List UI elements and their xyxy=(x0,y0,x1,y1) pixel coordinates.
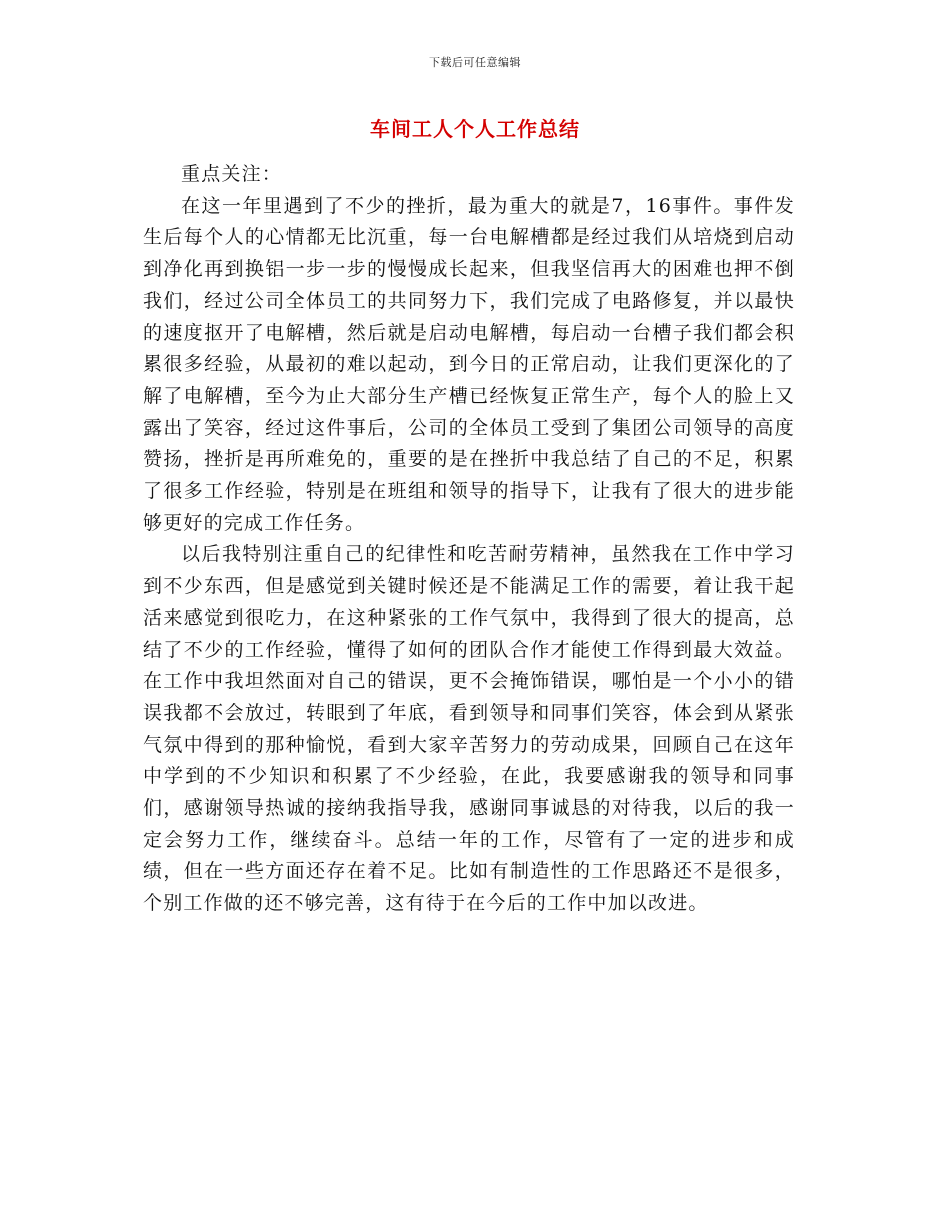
document-title: 车间工人个人工作总结 xyxy=(370,117,580,141)
paragraph-1: 在这一年里遇到了不少的挫折，最为重大的就是7，16事件。事件发生后每个人的心情都无比沉重，每一台电解槽都是经过我们从培烧到启动到净化再到换铝一步一步的慢慢成长起来，但我坚信再大的困难也押不倒我们，经过公司全体员工的共同努力下，我们完成了电路修复，并以最快的速度抠开了电解槽，然后就是启动电解槽，每启动一台槽子我们都会积累很多经验，从最初的难以起动，到今日的正常启动，让我们更深化的了解了电解槽，至今为止大部分生产槽已经恢复正常生产，每个人的脸上又露出了笑容，经过这件事后，公司的全体员工受到了集团公司领导的高度赞扬，挫折是再所难免的，重要的是在挫折中我总结了自己的不足，积累了很多工作经验，特别是在班组和领导的指导下，让我有了很大的进步能够更好的完成工作任务。 xyxy=(143,194,795,534)
header-note: 下载后可任意编辑 xyxy=(429,56,521,69)
section-label: 重点关注： xyxy=(181,163,283,185)
paragraph-2: 以后我特别注重自己的纪律性和吃苦耐劳精神，虽然我在工作中学习到不少东西，但是感觉到关键时候还是不能满足工作的需要，着让我干起活来感觉到很吃力，在这种紧张的工作气氛中，我得到了很大的提高，总结了不少的工作经验，懂得了如何的团队合作才能使工作得到最大效益。在工作中我坦然面对自己的错误，更不会掩饰错误，哪怕是一个小小的错误我都不会放过，转眼到了年底，看到领导和同事们笑容，体会到从紧张气氛中得到的那种愉悦，看到大家辛苦努力的劳动成果，回顾自己在这年中学到的不少知识和积累了不少经验，在此，我要感谢我的领导和同事们，感谢领导热诚的接纳我指导我，感谢同事诚恳的对待我，以后的我一定会努力工作，继续奋斗。总结一年的工作，尽管有了一定的进步和成绩，但在一些方面还存在着不足。比如有制造性的工作思路还不是很多，个别工作做的还不够完善，这有待于在今后的工作中加以改进。 xyxy=(143,543,795,915)
document-body xyxy=(143,159,795,920)
